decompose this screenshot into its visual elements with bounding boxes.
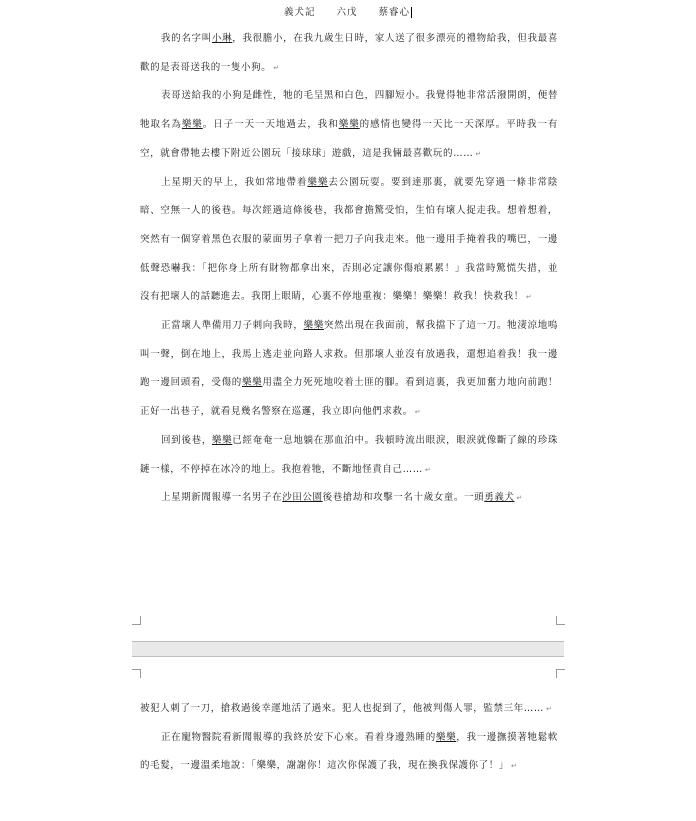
paragraph: [140, 427, 558, 484]
text-run: 被犯人刺了一刀，搶救過後幸運地活了過來。犯人也捉到了，他被判傷人罪，監禁三年……: [140, 703, 545, 714]
text-run: 正在寵物醫院看新聞報導的我終於安下心來。看着身邊熟睡的: [161, 731, 436, 743]
page-corner-mark: [556, 669, 565, 678]
underlined-proper-noun: 樂樂: [435, 731, 457, 743]
paragraph: [140, 724, 558, 781]
underlined-proper-noun: 樂樂: [303, 320, 324, 332]
page-1-body[interactable]: [140, 25, 558, 513]
text-run: 。日子一天一天地過去，我和: [202, 119, 339, 131]
text-run: 上星期天的早上，我如常地帶着: [161, 176, 308, 188]
text-run: 正當壞人準備用刀子刺向我時，: [161, 320, 304, 332]
text-run: ，我一邊撫摸著牠鬆軟的毛髮，一邊溫柔地說：「樂樂，謝謝你！這次你保護了我，現在換我保護你了！」: [140, 731, 558, 772]
paragraph: [140, 695, 558, 724]
text-run: 表哥送給我的小狗是雌性，牠的毛呈黑和白色，四腳短小。我覺得牠非常活潑開朗，便替牠取名為: [140, 90, 558, 131]
paragraph: [140, 312, 558, 427]
underlined-proper-noun: 樂樂: [241, 377, 263, 389]
paragraph: [140, 169, 558, 313]
underlined-proper-noun: 勇義犬: [484, 492, 515, 504]
paragraph-mark-icon: ↵: [516, 494, 523, 503]
text-run: 去公園玩耍。要到達那裏，就要先穿過一條非常陰暗、空無一人的後巷。每次經過這條後巷，我都會擔驚受怕，生怕有壞人捉走我。想着想着，突然有一個穿着黑色衣服的蒙面男子拿着一把刀子向我走來。他一邊用手掩着我的嘴巴，一邊低聲恐嚇我：「把你身上所有財物都拿出來，否則必定讓你傷痕累累！」我當時驚慌失措，並沒有把壞人的話聽進去。我閉上眼睛，心裏不停地重複：樂樂！樂樂！救我！快救我！: [140, 176, 558, 303]
underlined-proper-noun: 沙田公園: [282, 492, 323, 504]
paragraph: [140, 25, 558, 82]
text-cursor: [411, 7, 412, 18]
paragraph-mark-icon: ↵: [546, 705, 553, 713]
paragraph-mark-icon: ↵: [414, 408, 422, 417]
paragraph-mark-icon: ↵: [525, 293, 533, 302]
paragraph: [140, 82, 558, 168]
text-run: 後巷搶劫和攻擊一名十歲女童。一頭: [322, 492, 485, 504]
text-run: 我的名字叫: [161, 33, 212, 44]
text-run: ，我很膽小，在我九歲生日時，家人送了很多漂亮的禮物給我，但我最喜歡的是表哥送我的一隻小狗。: [140, 33, 558, 73]
text-run: 的感情也變得一天比一天深厚。平時我一有空，就會帶牠去樓下附近公園玩「接球球」遊戲，這是我倆最喜歡玩的……: [140, 119, 559, 159]
document-title: 義犬記 六戊 蔡睿心: [283, 7, 410, 18]
paragraph-mark-icon: ↵: [475, 149, 482, 158]
underlined-proper-noun: 樂樂: [211, 434, 233, 446]
page-corner-mark: [132, 669, 141, 678]
page-corner-mark: [556, 616, 565, 625]
text-run: 回到後巷，: [161, 434, 212, 446]
page-2-body[interactable]: [140, 695, 558, 781]
underlined-proper-noun: 樂樂: [307, 176, 329, 188]
paragraph-mark-icon: ↵: [273, 63, 280, 72]
text-run: 用盡全力死死地咬着土匪的腳。看到這裏，我更加奮力地向前跑！正好一出巷子，就看見幾名警察在巡邏，我立即向他們求救。: [140, 377, 559, 418]
underlined-proper-noun: 小琳: [211, 33, 233, 44]
text-run: 突然出現在我面前，幫我擋下了這一刀。牠淒涼地嗚叫一聲，倒在地上，我馬上逃走並向路人求救。但那壞人並沒有放過我，還想追着我！我一邊跑一邊回頭看，受傷的: [140, 320, 559, 389]
page-break-gap: [132, 641, 564, 657]
paragraph: [140, 484, 558, 513]
underlined-proper-noun: 樂樂: [338, 119, 360, 131]
underlined-proper-noun: 樂樂: [181, 119, 203, 131]
paragraph-mark-icon: ↵: [424, 465, 432, 474]
paragraph-mark-icon: ↵: [510, 762, 518, 771]
page-corner-mark: [132, 616, 141, 625]
text-run: 上星期新聞報導一名男子在: [161, 492, 283, 504]
text-run: 已經奄奄一息地躺在那血泊中。我頓時流出眼淚，眼淚就像斷了線的珍珠鏈一樣，不停掉在冰冷的地上。我抱着牠，不斷地怪責自己……: [140, 434, 558, 475]
